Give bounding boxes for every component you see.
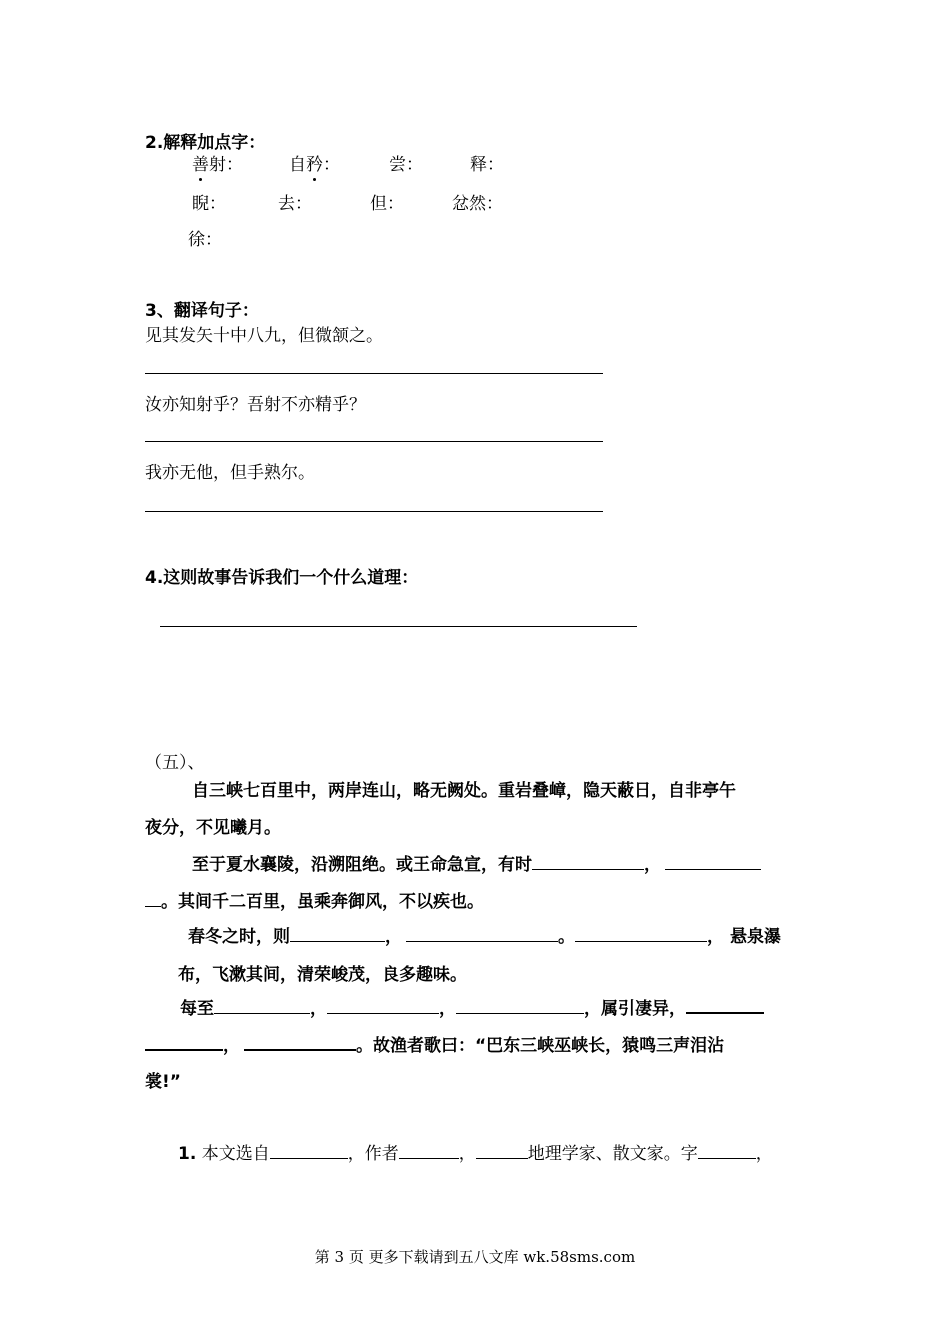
q2-item-dan: 但： (370, 194, 404, 214)
section5-title: （五）、 (145, 753, 205, 773)
passage-text: 。故渔者歌曰：“巴东三峡巫峡长，猿鸣三声泪沾 (356, 1036, 725, 1056)
q4-title: 4.这则故事告诉我们一个什么道理： (145, 568, 419, 588)
answer-line[interactable] (160, 626, 637, 627)
passage-text: ，属引凄异， (584, 999, 686, 1019)
passage-text: 至于夏水襄陵，沿溯阻绝。或王命急宣，有时 (192, 855, 532, 875)
passage-punct: ， (707, 927, 724, 947)
q2-title: 2.解释加点字： (145, 133, 266, 153)
q2-item-chang: 尝： (389, 155, 423, 175)
q5-1 (178, 1139, 773, 1164)
passage-line: 裳!” (145, 1072, 181, 1092)
blank[interactable] (456, 996, 584, 1014)
passage-text: 悬泉瀑 (730, 927, 781, 947)
passage-punct: ， (310, 999, 327, 1019)
blank[interactable] (290, 924, 385, 942)
q3-title: 3、翻译句子： (145, 301, 259, 321)
passage-punct: ， (385, 927, 402, 947)
passage-line (192, 850, 761, 875)
q5-1-text: ，作者 (347, 1144, 399, 1164)
answer-line[interactable] (145, 511, 603, 512)
passage-line (145, 1031, 724, 1056)
q2-item-prefix: 自 (289, 155, 306, 175)
blank[interactable] (406, 924, 558, 942)
q5-1-text: ， (458, 1144, 476, 1164)
answer-line[interactable] (145, 441, 603, 442)
blank[interactable] (698, 1141, 756, 1159)
q2-item-qu: 去： (278, 194, 312, 214)
passage-punct: ， (644, 855, 661, 875)
q3-sentence-1: 见其发矢十中八九，但微颔之。 (145, 326, 383, 346)
q2-item-ni: 睨： (192, 194, 226, 214)
emphasis-char: 善 (192, 150, 209, 175)
page-footer: 第 3 页 更多下载请到五八文库 wk.58sms.com (314, 1248, 636, 1266)
blank[interactable] (575, 924, 707, 942)
blank[interactable] (270, 1141, 348, 1159)
blank[interactable] (214, 996, 310, 1014)
q2-item-zijin (289, 150, 340, 175)
blank[interactable] (244, 1032, 356, 1051)
passage-line (180, 994, 764, 1019)
blank[interactable] (399, 1141, 459, 1159)
passage-punct: ， (439, 999, 456, 1019)
passage-line (145, 887, 484, 912)
emphasis-char: 矜 (306, 150, 323, 175)
blank[interactable] (476, 1141, 528, 1159)
passage-line: 自三峡七百里中，两岸连山，略无阙处。重岩叠嶂，隐天蔽日，自非亭午 (192, 781, 736, 801)
passage-punct: 。 (558, 927, 575, 947)
q2-item-xu: 徐： (188, 230, 222, 250)
q2-item-rest: ： (323, 155, 340, 175)
q3-sentence-2: 汝亦知射乎？吾射不亦精乎？ (145, 395, 366, 415)
blank[interactable] (145, 1032, 223, 1051)
passage-line (188, 922, 781, 947)
blank[interactable] (532, 852, 644, 870)
q2-item-shanshe (192, 150, 243, 175)
passage-text: 。其间千二百里，虽乘奔御风，不以疾也。 (161, 892, 484, 912)
q2-item-rest: 射： (209, 155, 243, 175)
blank[interactable] (327, 996, 439, 1014)
q5-1-text: 地理学家、散文家。字 (527, 1144, 698, 1164)
q5-1-number: 1. (178, 1144, 197, 1164)
blank[interactable] (145, 889, 161, 907)
passage-text: 春冬之时，则 (188, 927, 290, 947)
blank[interactable] (665, 852, 761, 870)
q2-item-shi: 释： (470, 155, 504, 175)
passage-line: 夜分，不见曦月。 (145, 818, 281, 838)
passage-punct: ， (223, 1036, 240, 1056)
answer-line[interactable] (145, 373, 603, 374)
passage-line: 布，飞漱其间，清荣峻茂，良多趣味。 (178, 965, 467, 985)
q2-item-fenran: 忿然： (452, 194, 503, 214)
blank[interactable] (686, 995, 764, 1014)
q5-1-text: 本文选自 (201, 1144, 270, 1164)
q5-1-text: ， (755, 1144, 773, 1164)
q3-sentence-3: 我亦无他，但手熟尔。 (145, 463, 315, 483)
passage-text: 每至 (180, 999, 214, 1019)
